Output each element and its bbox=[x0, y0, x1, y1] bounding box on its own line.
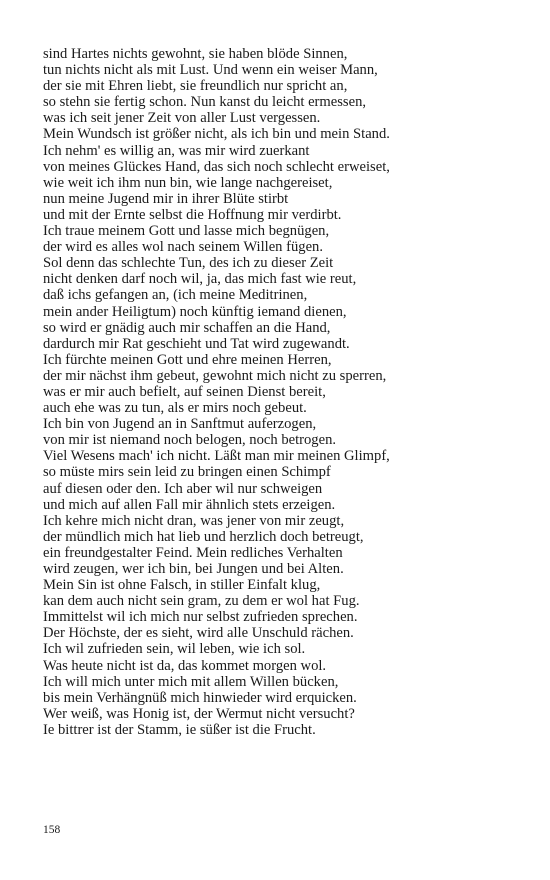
text-line: auf diesen oder den. Ich aber wil nur schweigen bbox=[43, 480, 323, 497]
text-line: wird zeugen, wer ich bin, bei Jungen und bei Alten. bbox=[43, 561, 344, 577]
text-line: Ich fürchte meinen Gott und ehre meinen Herren, bbox=[43, 351, 332, 368]
text-line: der sie mit Ehren liebt, sie freundlich nur spricht an, bbox=[43, 78, 348, 95]
text-line: Sol denn das schlechte Tun, des ich zu dieser Zeit bbox=[43, 255, 334, 272]
text-line: der mir nächst ihm gebeut, gewohnt mich nicht zu sperren, bbox=[43, 367, 387, 384]
text-line: tun nichts nicht als mit Lust. Und wenn ein weiser Mann, bbox=[43, 62, 378, 79]
text-line: so stehn sie fertig schon. Nun kanst du leicht ermessen, bbox=[43, 94, 367, 111]
text-line: Ich will mich unter mich mit allem Willen bücken, bbox=[43, 673, 339, 690]
text-line: wie weit ich ihm nun bin, wie lange nachgereiset, bbox=[43, 174, 333, 191]
text-line: so wird er gnädig auch mir schaffen an die Hand, bbox=[43, 319, 331, 336]
text-line: Der Höchste, der es sieht, wird alle Unschuld rächen. bbox=[43, 625, 354, 642]
text-line: Viel Wesens mach' ich nicht. Läßt man mir meinen Glimpf, bbox=[43, 448, 390, 465]
text-line: auch ehe was zu tun, als er mirs noch gebeut. bbox=[43, 400, 307, 417]
text-line: Immittelst wil ich mich nur selbst zufrieden sprechen. bbox=[43, 609, 358, 626]
page-number: 158 bbox=[43, 824, 61, 836]
text-line: Ich wil zufrieden sein, wil leben, wie ich sol. bbox=[43, 641, 306, 658]
text-line: Ie bittrer ist der Stamm, ie süßer ist die Frucht. bbox=[43, 721, 316, 738]
text-line: was ich seit jener Zeit von aller Lust vergessen. bbox=[43, 110, 321, 127]
text-line: sind Hartes nichts gewohnt, sie haben blöde Sinnen, bbox=[43, 46, 348, 62]
text-line: Mein Sin ist ohne Falsch, in stiller Einfalt klug, bbox=[43, 577, 321, 594]
text-line: Wer weiß, was Honig ist, der Wermut nicht versucht? bbox=[43, 705, 355, 722]
text-line: bis mein Verhängnüß mich hinwieder wird erquicken. bbox=[43, 689, 357, 706]
text-line: ein freundgestalter Feind. Mein redliches Verhalten bbox=[43, 544, 343, 561]
text-line: nun meine Jugend mir in ihrer Blüte stirbt bbox=[43, 190, 289, 207]
text-line: Ich bin von Jugend an in Sanftmut auferzogen, bbox=[43, 416, 317, 433]
text-line: und mit der Ernte selbst die Hoffnung mir verdirbt. bbox=[43, 206, 342, 223]
text-line: kan dem auch nicht sein gram, zu dem er wol hat Fug. bbox=[43, 593, 360, 610]
text-line: von mir ist niemand noch belogen, noch betrogen. bbox=[43, 432, 337, 449]
poem-text-block bbox=[43, 46, 523, 738]
text-line: von meines Glückes Hand, das sich noch schlecht erweiset, bbox=[43, 158, 390, 175]
text-line: Ich kehre mich nicht dran, was jener von mir zeugt, bbox=[43, 512, 345, 529]
text-line: Ich traue meinem Gott und lasse mich begnügen, bbox=[43, 223, 330, 240]
text-line: nicht denken darf noch wil, ja, das mich fast wie reut, bbox=[43, 271, 357, 288]
text-line: und mich auf allen Fall mir ähnlich stets erzeigen. bbox=[43, 496, 336, 513]
text-line: so müste mirs sein leid zu bringen einen Schimpf bbox=[43, 464, 331, 481]
text-line: der mündlich mich hat lieb und herzlich doch betreugt, bbox=[43, 528, 364, 545]
text-line: Ich nehm' es willig an, was mir wird zuerkant bbox=[43, 142, 310, 159]
text-line: der wird es alles wol nach seinem Willen fügen. bbox=[43, 239, 323, 256]
text-line: was er mir auch befielt, auf seinen Dienst bereit, bbox=[43, 383, 326, 400]
text-line: daß ichs gefangen an, (ich meine Meditrinen, bbox=[43, 287, 308, 304]
text-line: Was heute nicht ist da, das kommet morgen wol. bbox=[43, 657, 327, 674]
text-line: dardurch mir Rat geschieht und Tat wird zugewandt. bbox=[43, 335, 350, 352]
text-line: Mein Wundsch ist größer nicht, als ich bin und mein Stand. bbox=[43, 126, 390, 143]
text-line: mein ander Heiligtum) noch künftig iemand dienen, bbox=[43, 303, 347, 320]
